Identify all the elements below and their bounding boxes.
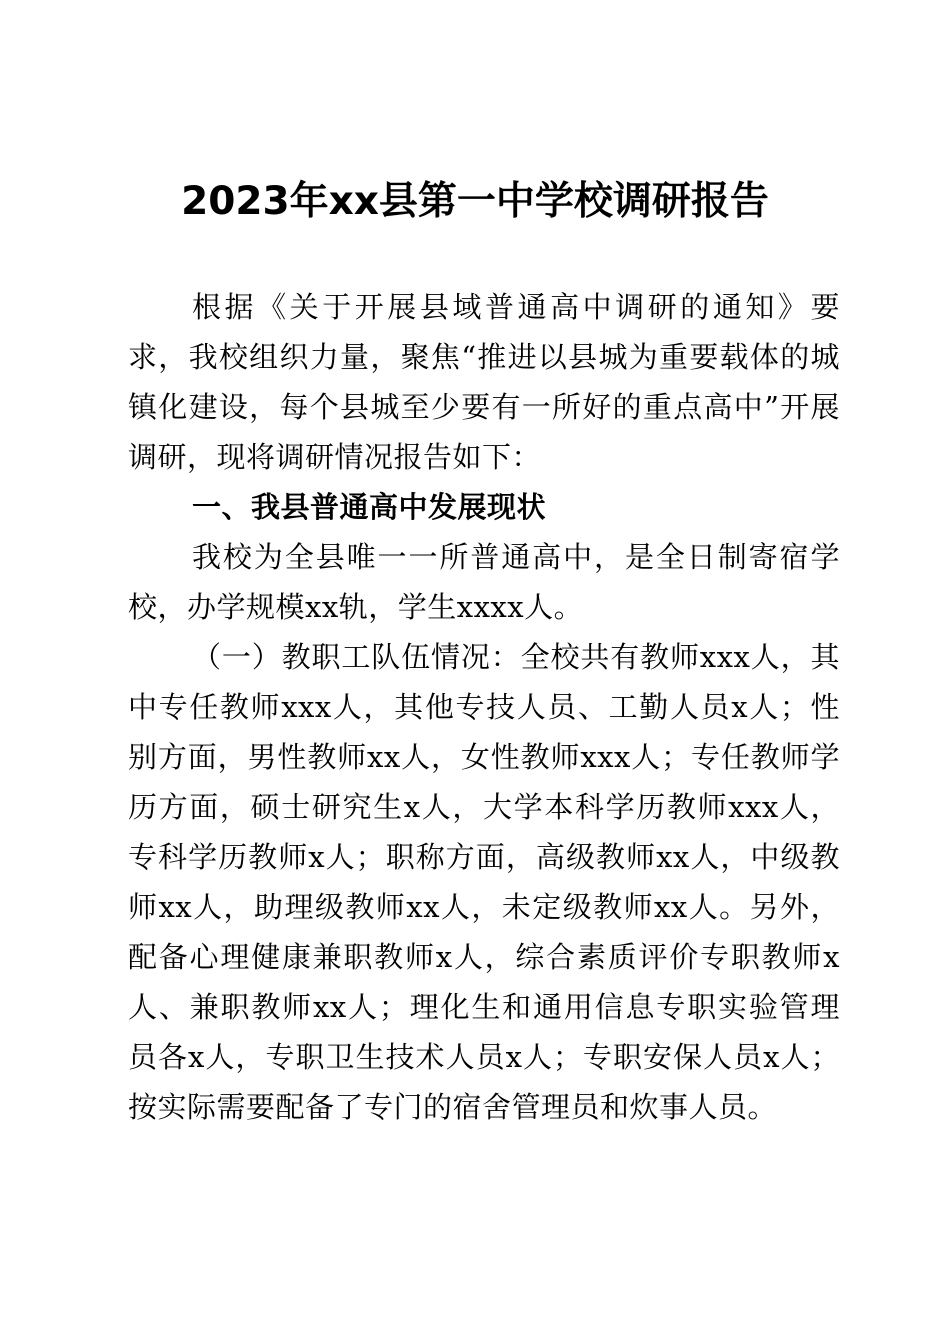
document-title: 2023年xx县第一中学校调研报告 (181, 179, 769, 224)
document-body (128, 282, 840, 1132)
section-heading: 一、我县普通高中发展现状 (192, 490, 547, 524)
intro-paragraph: 根据《关于开展县域普通高中调研的通知》要求，我校组织力量，聚焦“推进以县城为重要载体的城镇化建设，每个县城至少要有一所好的重点高中”开展调研，现将调研情况报告如下： (128, 290, 840, 474)
school-overview-paragraph: 我校为全县唯一一所普通高中，是全日制寄宿学校，办学规模xx轨，学生xxxx人。 (128, 540, 840, 624)
staff-paragraph: （一）教职工队伍情况：全校共有教师xxx人，其中专任教师xxx人，其他专技人员、工勤人员x人；性别方面，男性教师xx人，女性教师xxx人；专任教师学历方面，硕士研究生x人，大学本科学历教师xxx人，专科学历教师x人；职称方面，高级教师xx人，中级教师xx人，助理级教师xx人，未定级教师xx人。另外，配备心理健康兼职教师x人，综合素质评价专职教师x人、兼职教师xx人；理化生和通用信息专职实验管理员各x人，专职卫生技术人员x人；专职安保人员x人；按实际需要配备了专门的宿舍管理员和炊事人员。 (128, 640, 840, 1124)
